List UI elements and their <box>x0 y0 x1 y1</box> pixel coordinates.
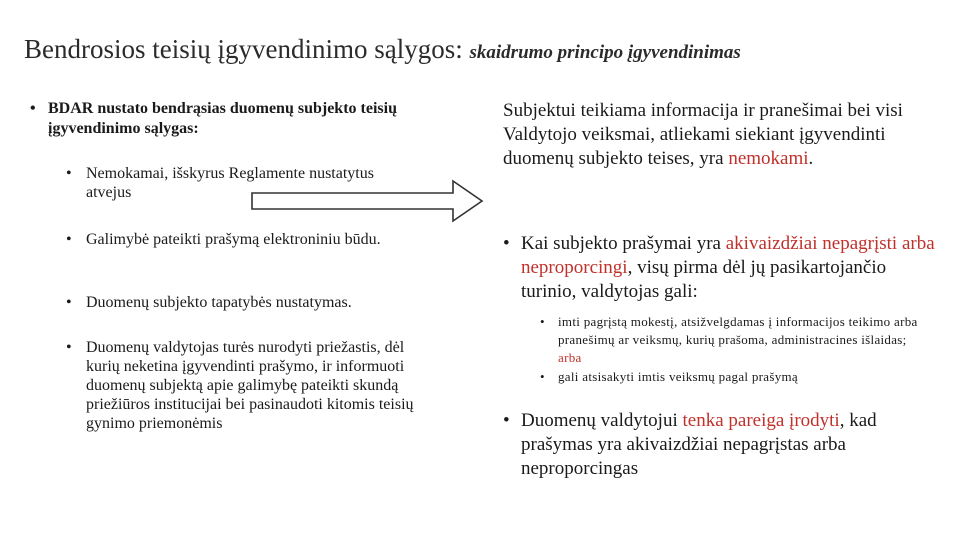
left-item-text: Galimybė pateikti prašymą elektroniniu būdu. <box>86 231 381 248</box>
b1-text-a: Kai subjekto prašymai yra <box>521 233 726 254</box>
right-subbullet-2 <box>540 368 920 386</box>
right-arrow-icon <box>250 178 485 224</box>
bullet-dot: • <box>66 231 72 248</box>
slide-title <box>24 34 741 65</box>
subbullet-text: gali atsisakyti imtis veiksmų pagal prašymą <box>558 369 798 384</box>
right-bullet-1 <box>503 232 943 304</box>
bullet-dot: • <box>66 165 72 182</box>
right-subbullet-1 <box>540 313 920 367</box>
left-item-text: Nemokamai, išskyrus Reglamente nustatytus atvejus <box>86 165 374 201</box>
b2-red-text: tenka pareiga įrodyti <box>682 410 840 431</box>
bullet-dot: • <box>540 314 545 329</box>
b1-red-text: akivaizdžiai nepagrįsti arba neproporcingi <box>521 233 935 278</box>
right-bullet-text <box>503 232 943 304</box>
bullet-dot: • <box>503 233 510 254</box>
left-item-2 <box>66 230 416 249</box>
bullet-dot: • <box>30 100 36 117</box>
left-heading-bullet <box>30 99 430 139</box>
left-item-text: Duomenų valdytojas turės nurodyti priežastis, dėl kurių neketina įgyvendinti prašymo, ir informuoti duomenų subjektą apie galimybę pateikti skundą priežiūros institucijai bei pasinaudoti kitomis teisių gynimo priemonėmis <box>86 339 414 432</box>
b2-text-a: Duomenų valdytojui <box>521 410 683 431</box>
right-bullet-2 <box>503 409 943 481</box>
b1-text-b: , visų pirma dėl jų pasikartojančio turinio, valdytojas gali: <box>521 257 887 302</box>
left-item-text: Duomenų subjekto tapatybės nustatymas. <box>86 294 352 311</box>
bullet-dot: • <box>66 339 72 356</box>
bullet-dot: • <box>503 410 510 431</box>
right-bullet-text <box>503 409 943 481</box>
title-main: Bendrosios teisių įgyvendinimo sąlygos: <box>24 34 470 64</box>
title-subtitle: skaidrumo principo įgyvendinimas <box>469 42 741 63</box>
intro-text: Subjektui teikiama informacija ir pranešimai bei visi Valdytojo veiksmai, atliekami siekiant įgyvendinti duomenų subjekto teises, yra <box>503 100 903 169</box>
s1-text: imti pagrįstą mokestį, atsižvelgdamas į informacijos teikimo arba pranešimų ar veiksmų, kurių prašoma, administracines išlaidas; <box>558 314 918 347</box>
left-item-4 <box>66 338 416 433</box>
subbullet-text <box>540 313 920 367</box>
b2-text-b: , kad prašymas yra akivaizdžiai nepagrįstas arba neproporcingas <box>521 410 877 479</box>
s1-red-text: arba <box>558 350 582 365</box>
left-item-3 <box>66 293 416 312</box>
bullet-dot: • <box>66 294 72 311</box>
intro-red-text: nemokami <box>728 148 809 169</box>
left-heading-text: BDAR nustato bendrąsias duomenų subjekto teisių įgyvendinimo sąlygas: <box>48 100 397 137</box>
intro-end: . <box>808 148 814 169</box>
bullet-dot: • <box>540 369 545 384</box>
right-intro-text <box>503 99 943 171</box>
